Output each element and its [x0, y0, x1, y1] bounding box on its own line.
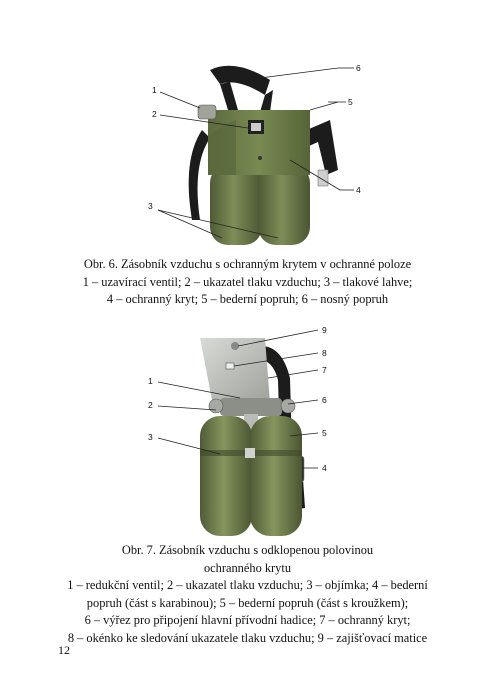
- callout-3: 3: [148, 432, 153, 442]
- callout-6: 6: [356, 63, 361, 73]
- cylinder-right: [258, 165, 310, 245]
- figure-7-caption: [0, 542, 495, 647]
- figure-6-title: Obr. 6. Zásobník vzduchu s ochranným krytem v ochranné poloze: [83, 257, 412, 271]
- shutoff-valve: [198, 105, 216, 119]
- callout-6: 6: [322, 395, 327, 405]
- callout-1: 1: [148, 376, 153, 386]
- callout-3: 3: [148, 201, 153, 211]
- callout-4: 4: [322, 463, 327, 473]
- figure-7-legend-line-2: popruh (část s karabinou); 5 – bederní popruh (část s kroužkem);: [86, 595, 409, 610]
- figure-7-title-cont: ochranného krytu: [203, 560, 292, 575]
- figure-7-legend-line-1: 1 – redukční ventil; 2 – ukazatel tlaku vzduchu; 3 – objímka; 4 – bederní: [67, 578, 428, 592]
- cylinder-left: [210, 165, 262, 245]
- reducer-valve: [220, 398, 282, 416]
- figure-6-legend-line-1: 1 – uzavírací ventil; 2 – ukazatel tlaku vzduchu; 3 – tlakové lahve;: [82, 274, 413, 289]
- figure-6-legend-line-2: 4 – ochranný kryt; 5 – bederní popruh; 6 – nosný popruh: [106, 292, 389, 306]
- callout-5: 5: [348, 97, 353, 107]
- callout-2: 2: [148, 400, 153, 410]
- figure-7-illustration: [140, 318, 370, 540]
- figure-6-caption: [0, 256, 495, 309]
- figure-7-title: Obr. 7. Zásobník vzduchu s odklopenou polovinou: [121, 543, 374, 557]
- callout-9: 9: [322, 325, 327, 335]
- left-strap: [189, 130, 210, 220]
- callout-1: 1: [152, 85, 157, 95]
- cylinder-right: [250, 416, 302, 536]
- figure-7-legend-line-3: 6 – výřez pro připojení hlavní přívodní hadice; 7 – ochranný kryt;: [84, 613, 411, 627]
- callout-5: 5: [322, 428, 327, 438]
- callout-2: 2: [152, 109, 157, 119]
- cylinder-left: [200, 416, 252, 536]
- callout-8: 8: [322, 348, 327, 358]
- callout-7: 7: [322, 365, 327, 375]
- figure-7-legend-line-4: 8 – okénko ke sledování ukazatele tlaku vzduchu; 9 – zajišťovací matice: [67, 630, 428, 645]
- callout-4: 4: [356, 185, 361, 195]
- carrying-strap: [210, 66, 270, 95]
- page-number: 12: [58, 643, 70, 657]
- figure-6-illustration: [140, 50, 370, 255]
